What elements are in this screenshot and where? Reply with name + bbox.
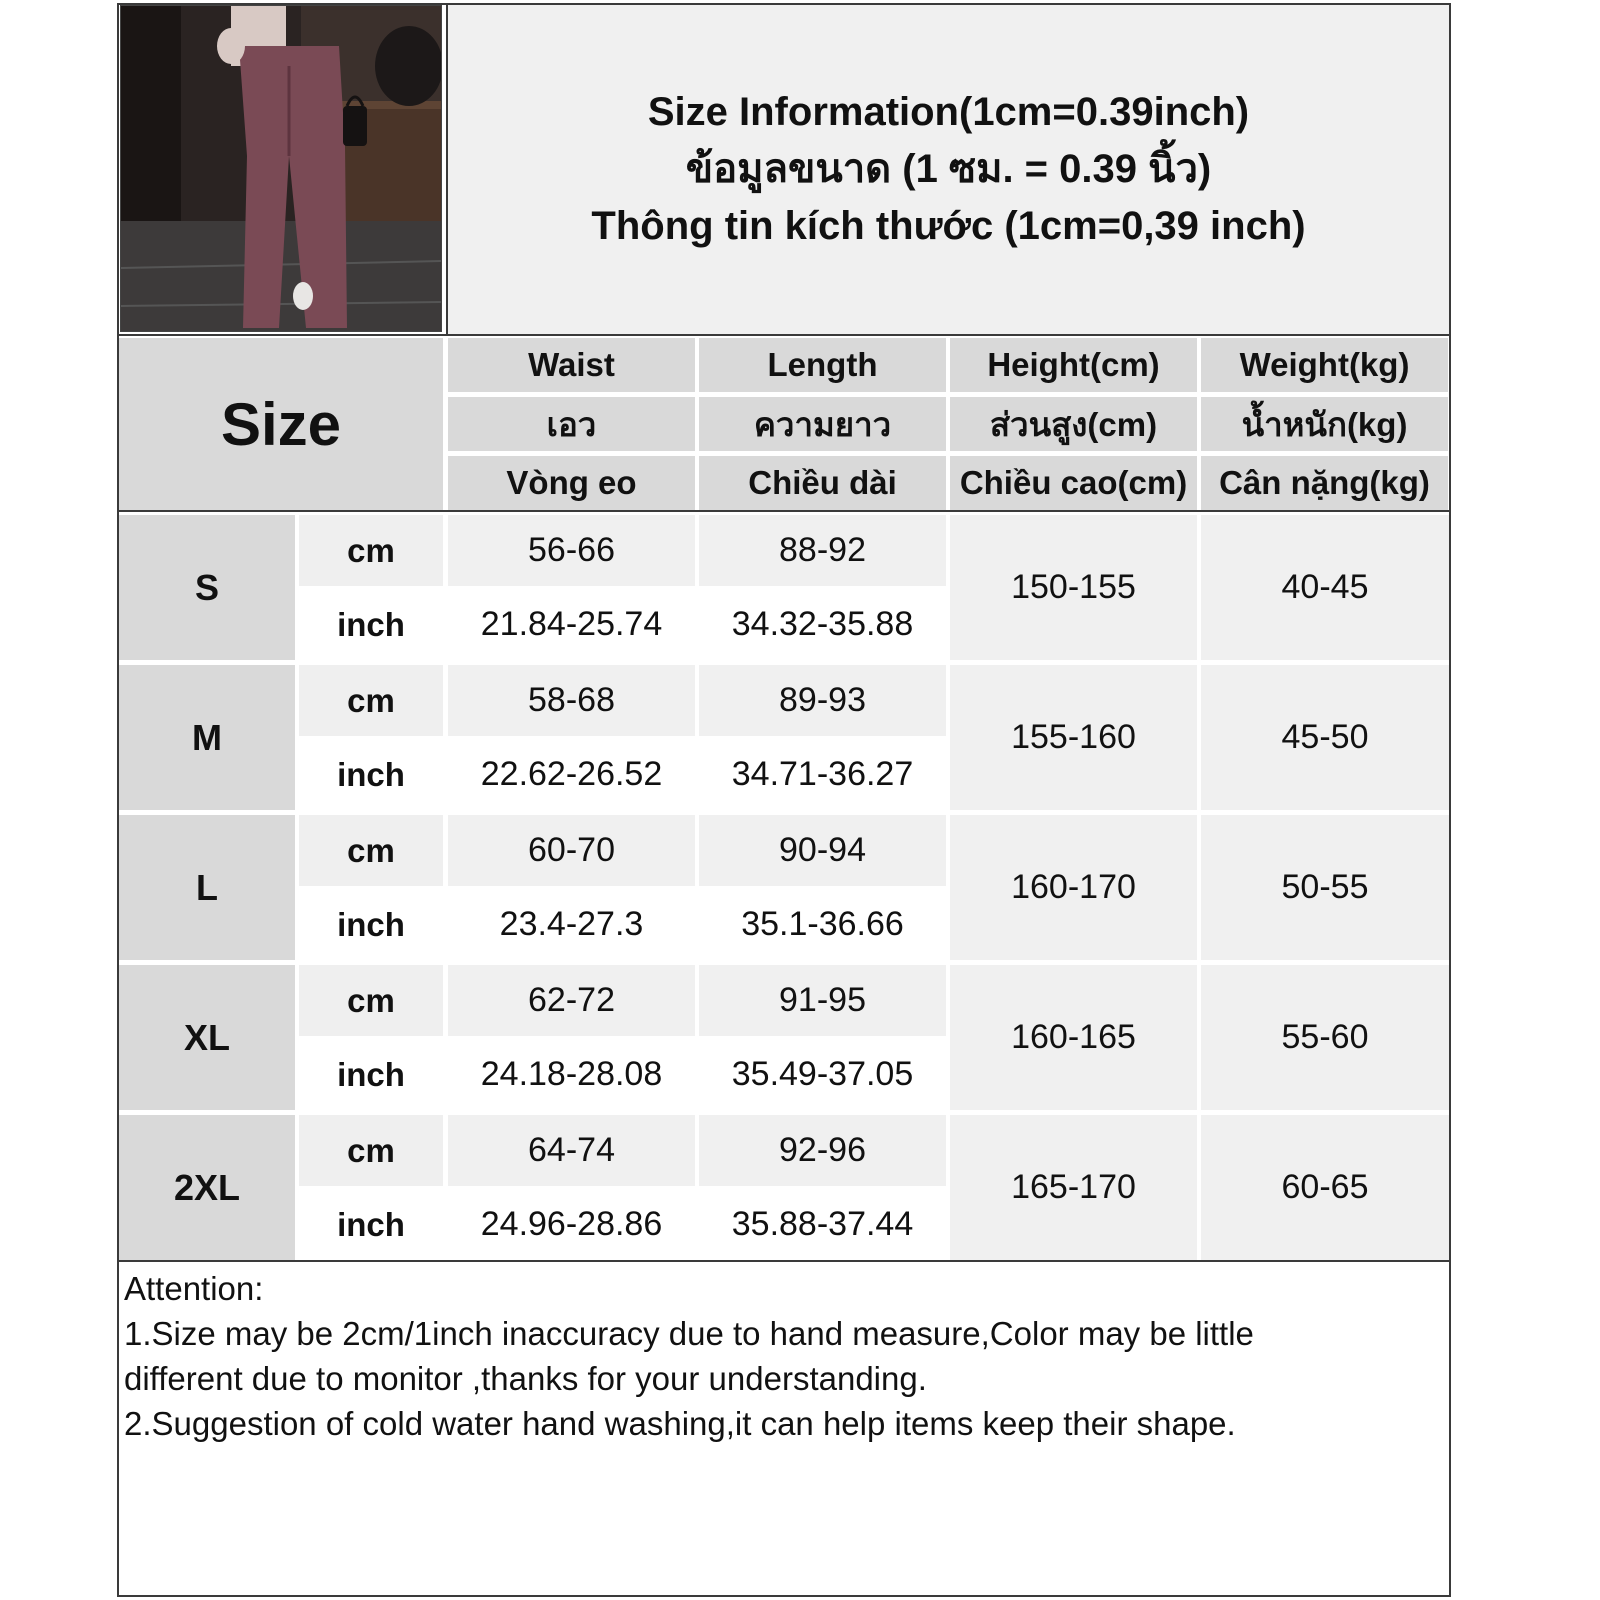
title-english: Size Information(1cm=0.39inch)	[647, 90, 1250, 134]
weight-value: 40-45	[1201, 515, 1449, 660]
length-inch-value: 35.88-37.44	[699, 1189, 946, 1260]
waist-inch-value: 24.18-28.08	[448, 1039, 695, 1110]
size-label: S	[119, 515, 295, 660]
column-header-th: ความยาว	[699, 397, 946, 451]
column-header-vi: Chiều cao(cm)	[950, 456, 1197, 510]
unit-label-inch: inch	[299, 739, 443, 810]
waist-cm-value: 58-68	[448, 665, 695, 736]
size-label: M	[119, 665, 295, 810]
weight-value: 60-65	[1201, 1115, 1449, 1260]
note-line: 2.Suggestion of cold water hand washing,it can help items keep their shape.	[124, 1405, 1236, 1442]
waist-cm-value: 60-70	[448, 815, 695, 886]
height-value: 165-170	[950, 1115, 1197, 1260]
waist-cm-value: 56-66	[448, 515, 695, 586]
column-header-vi: Cân nặng(kg)	[1201, 456, 1448, 510]
length-cm-value: 90-94	[699, 815, 946, 886]
unit-label-inch: inch	[299, 1039, 443, 1110]
unit-label-cm: cm	[299, 1115, 443, 1186]
length-cm-value: 91-95	[699, 965, 946, 1036]
waist-inch-value: 21.84-25.74	[448, 589, 695, 660]
column-header-th: ส่วนสูง(cm)	[950, 397, 1197, 451]
column-header-th: น้ำหนัก(kg)	[1201, 397, 1448, 451]
waist-inch-value: 24.96-28.86	[448, 1189, 695, 1260]
column-header-en: Height(cm)	[950, 338, 1197, 392]
size-label: L	[119, 815, 295, 960]
unit-label-cm: cm	[299, 665, 443, 736]
weight-value: 50-55	[1201, 815, 1449, 960]
unit-label-cm: cm	[299, 815, 443, 886]
column-header-vi: Vòng eo	[448, 456, 695, 510]
size-column-header: Size	[119, 338, 443, 510]
unit-label-inch: inch	[299, 889, 443, 960]
note-line: different due to monitor ,thanks for your understanding.	[124, 1360, 927, 1397]
column-header-th: เอว	[448, 397, 695, 451]
attention-notes	[124, 1266, 1444, 1446]
unit-label-cm: cm	[299, 965, 443, 1036]
column-header-en: Weight(kg)	[1201, 338, 1448, 392]
divider	[117, 1260, 1451, 1262]
waist-cm-value: 64-74	[448, 1115, 695, 1186]
length-inch-value: 35.1-36.66	[699, 889, 946, 960]
size-label: XL	[119, 965, 295, 1110]
unit-label-inch: inch	[299, 589, 443, 660]
length-inch-value: 34.71-36.27	[699, 739, 946, 810]
weight-value: 45-50	[1201, 665, 1449, 810]
unit-label-inch: inch	[299, 1189, 443, 1260]
unit-label-cm: cm	[299, 515, 443, 586]
length-inch-value: 34.32-35.88	[699, 589, 946, 660]
waist-inch-value: 22.62-26.52	[448, 739, 695, 810]
length-inch-value: 35.49-37.05	[699, 1039, 946, 1110]
model-wearing-pants-photo	[120, 5, 442, 332]
size-info-title	[446, 5, 1449, 334]
height-value: 160-165	[950, 965, 1197, 1110]
note-line: 1.Size may be 2cm/1inch inaccuracy due to hand measure,Color may be little	[124, 1315, 1254, 1352]
divider	[117, 510, 1451, 512]
title-thai: ข้อมูลขนาด (1 ซม. = 0.39 นิ้ว)	[685, 147, 1212, 191]
height-value: 150-155	[950, 515, 1197, 660]
height-value: 160-170	[950, 815, 1197, 960]
title-vietnamese: Thông tin kích thước (1cm=0,39 inch)	[591, 204, 1306, 248]
photo-illustration	[121, 6, 442, 332]
weight-value: 55-60	[1201, 965, 1449, 1110]
divider	[117, 334, 1451, 336]
attention-heading: Attention:	[124, 1270, 264, 1307]
length-cm-value: 92-96	[699, 1115, 946, 1186]
waist-inch-value: 23.4-27.3	[448, 889, 695, 960]
height-value: 155-160	[950, 665, 1197, 810]
column-header-en: Waist	[448, 338, 695, 392]
column-header-vi: Chiều dài	[699, 456, 946, 510]
length-cm-value: 88-92	[699, 515, 946, 586]
column-header-en: Length	[699, 338, 946, 392]
waist-cm-value: 62-72	[448, 965, 695, 1036]
size-label: 2XL	[119, 1115, 295, 1260]
length-cm-value: 89-93	[699, 665, 946, 736]
